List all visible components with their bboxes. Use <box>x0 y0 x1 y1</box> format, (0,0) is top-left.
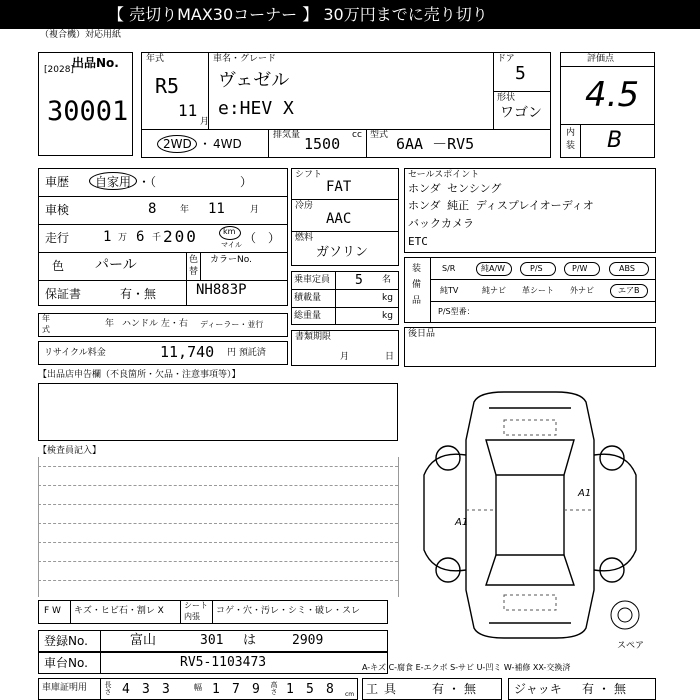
damage-mark-2: A1 <box>455 517 469 528</box>
mileage-unit-mile: マイル <box>221 241 242 249</box>
load-label: 積載量 <box>294 293 322 303</box>
gross-label: 総重量 <box>294 311 322 321</box>
chassis-label: 車台No. <box>44 656 88 670</box>
year-month: 11 <box>178 101 198 120</box>
first-reg-handle: ハンドル 左・右 <box>122 319 188 329</box>
displacement-label: 排気量 <box>273 130 301 140</box>
mileage-rest: 200 <box>163 227 198 246</box>
registration-class: 301 <box>200 633 224 648</box>
header-banner-text: 【 売切りMAX30コーナー 】 30万円までに売り切り <box>108 5 488 24</box>
recycle-label: リサイクル料金 <box>44 348 106 358</box>
damage-legend: A-キズ C-腐食 E-エクボ S-サビ U-凹ミ W-補修 XX-交換済 <box>362 663 571 672</box>
cert-len-3: 3 <box>162 682 170 697</box>
displacement-value: 1500 <box>304 135 341 153</box>
color-change-2: 替 <box>189 267 199 277</box>
equipment-label-1: 装 <box>412 264 422 274</box>
score-value: 4.5 <box>585 75 640 115</box>
history-rest: ・（ ） <box>138 175 253 189</box>
model-value: 6AA －RV5 <box>396 135 475 153</box>
equipment-label-2: 備 <box>412 280 422 290</box>
seller-note-area <box>38 383 398 441</box>
interior-label-2: 装 <box>566 141 576 151</box>
equip-alloy: 純A/W <box>481 264 506 273</box>
lot-number: 30001 <box>47 96 129 127</box>
cert-hei-1: 1 <box>286 682 294 697</box>
capacity-label: 乗車定員 <box>294 275 331 285</box>
mileage-paren: （ ） <box>244 231 281 245</box>
shape-label: 形状 <box>497 93 516 103</box>
model-label: 型式 <box>370 130 389 140</box>
sales-point-2: ホンダ 純正 ディスプレイオーディオ <box>408 199 594 212</box>
color-value: パール <box>95 257 137 273</box>
doors-label: ドア <box>497 54 515 64</box>
color-change-1: 色 <box>189 255 199 265</box>
equip-navi: 純ナビ <box>482 286 506 295</box>
lot-label: 出品No. <box>72 56 119 70</box>
equip-leather: 革シート <box>522 286 554 295</box>
warranty-label: 保証書 <box>45 287 82 301</box>
cert-haba: 幅 <box>194 683 202 692</box>
car-label: 車名・グレード <box>213 54 277 64</box>
cert-unit: cm <box>345 691 355 698</box>
post-note-label: 後日品 <box>408 329 436 339</box>
equip-tv: 純TV <box>440 286 459 295</box>
sales-point-4: ETC <box>408 235 428 248</box>
fw-seat-label-1: シート <box>184 601 208 610</box>
color-code: NH883P <box>196 282 247 298</box>
history-value: 自家用 <box>95 175 132 189</box>
cert-wid-3: 9 <box>252 682 260 697</box>
ac-value: AAC <box>326 211 352 227</box>
first-reg-label-1: 年 <box>42 314 50 323</box>
registration-place: 富山 <box>130 633 157 648</box>
fw-seat-label-2: 内張 <box>184 612 200 621</box>
first-reg-dealer: ディーラー・並行 <box>200 320 264 329</box>
recycle-unit: 円 預託済 <box>227 348 266 358</box>
lot-small: [2028] <box>44 65 74 75</box>
drive-opt2: 4WD <box>213 137 242 151</box>
sales-point-1: ホンダ センシング <box>408 182 502 195</box>
inspector-note-label: 【検査員記入】 <box>38 446 102 456</box>
inspection-label: 車検 <box>45 203 70 217</box>
first-reg-year-unit: 年 <box>105 319 115 329</box>
sales-point-3: バックカメラ <box>408 217 474 230</box>
shift-value: FAT <box>326 179 352 195</box>
cert-wid-1: 1 <box>212 682 220 697</box>
capacity-unit: 名 <box>382 275 392 285</box>
cert-len-1: 4 <box>122 682 130 697</box>
cert-nag: 長さ <box>104 681 112 695</box>
capacity-value: 5 <box>355 273 363 288</box>
first-reg-label-2: 式 <box>42 325 50 334</box>
interior-label-1: 内 <box>566 128 576 138</box>
car-grade: e:HEV X <box>218 98 294 119</box>
inspection-year-unit: 年 <box>180 205 190 215</box>
tools-value: 有・無 <box>432 682 481 696</box>
mileage-sen: 6 <box>136 229 145 245</box>
registration-number: 2909 <box>292 633 324 648</box>
equip-abs: ABS <box>619 264 635 273</box>
doc-period-month: 月 <box>340 352 350 362</box>
ac-label: 冷房 <box>295 201 314 211</box>
mileage-unit-km: km <box>223 227 236 236</box>
drive-opt1: 2WD <box>163 137 192 151</box>
fw-items: キズ・ヒビ石・割レ X <box>74 606 164 616</box>
top-note: （複合機）対応用紙 <box>40 30 122 40</box>
cert-label: 車庫証明用 <box>42 683 88 693</box>
spare-label: スペア <box>617 641 645 651</box>
equip-airbag: エアB <box>618 286 640 295</box>
tools-label: 工具 <box>366 682 403 696</box>
shape-value: ワゴン <box>500 105 542 121</box>
car-name: ヴェゼル <box>218 70 290 91</box>
registration-label: 登録No. <box>44 634 88 648</box>
doors-value: 5 <box>515 63 526 84</box>
year-era: R5 <box>155 74 180 98</box>
registration-kana: は <box>243 633 257 648</box>
damage-mark-1: A1 <box>578 488 592 499</box>
fuel-value: ガソリン <box>316 245 369 260</box>
inspection-month-unit: 月 <box>250 205 260 215</box>
jack-label: ジャッキ <box>514 682 562 696</box>
warranty-value: 有・無 <box>120 287 157 301</box>
cert-wid-2: 7 <box>232 682 240 697</box>
fw-seat-items: コゲ・穴・汚レ・シミ・破レ・スレ <box>216 606 361 616</box>
car-damage-diagram <box>404 380 656 650</box>
equip-ps: P/S <box>530 264 543 273</box>
inspection-year: 8 <box>148 201 157 217</box>
shift-label: シフト <box>295 170 323 180</box>
post-note-box <box>404 327 656 367</box>
jack-value: 有・無 <box>582 682 631 696</box>
mileage-man-unit: 万 <box>118 233 128 243</box>
equipment-label-3: 品 <box>412 296 422 306</box>
displacement-unit: cc <box>352 130 362 140</box>
seller-note-label: 【出品店申告欄（不良箇所・欠品・注意事項等）】 <box>38 370 241 380</box>
color-label: 色 <box>52 259 65 273</box>
year-label: 年式 <box>146 54 165 64</box>
cert-taka: 高さ <box>270 681 278 695</box>
equip-ps-model: P/S型番： <box>438 307 475 316</box>
year-month-unit: 月 <box>200 117 210 127</box>
color-code-label: カラーNo. <box>210 255 252 265</box>
doc-period-day: 日 <box>385 352 395 362</box>
recycle-value: 11,740 <box>160 343 215 361</box>
fw-label: F W <box>44 606 61 616</box>
cert-hei-3: 8 <box>326 682 334 697</box>
drive-sep: ・ <box>199 137 212 151</box>
inspection-month: 11 <box>208 201 225 217</box>
load-unit: kg <box>382 293 393 303</box>
cert-hei-2: 5 <box>306 682 314 697</box>
doc-period-label: 書類期限 <box>295 332 332 342</box>
score-label: 評価点 <box>587 54 615 64</box>
equip-sr: S/R <box>442 264 456 273</box>
gross-unit: kg <box>382 311 393 321</box>
sales-points-label: セールスポイント <box>408 170 480 180</box>
mileage-label: 走行 <box>45 231 70 245</box>
cert-len-2: 3 <box>142 682 150 697</box>
history-label: 車歴 <box>45 175 70 189</box>
fuel-label: 燃料 <box>295 233 314 243</box>
equip-pw: P/W <box>572 264 588 273</box>
mileage-sen-unit: 千 <box>152 233 162 243</box>
interior-value: B <box>607 128 623 153</box>
chassis-value: RV5-1103473 <box>180 655 267 670</box>
mileage-man: 1 <box>103 229 112 245</box>
equip-ext-navi: 外ナビ <box>570 286 594 295</box>
